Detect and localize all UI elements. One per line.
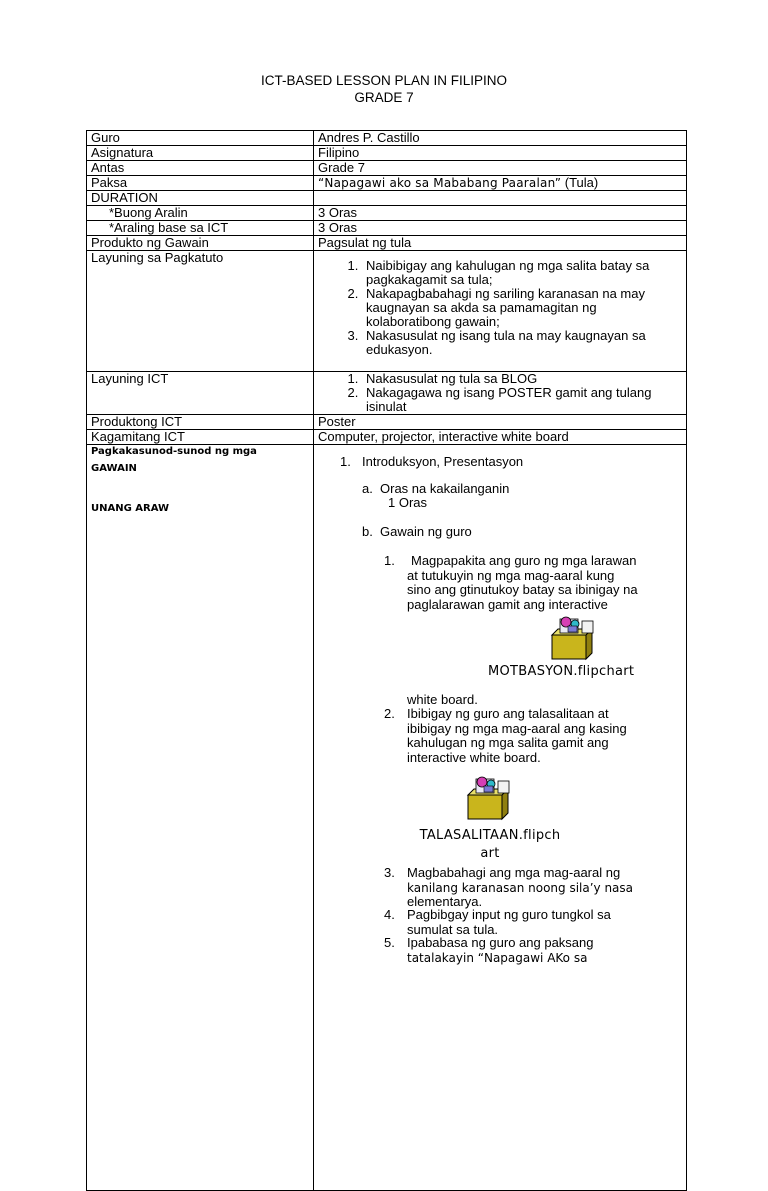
row-duration [87,191,687,206]
text-line: art [480,846,500,861]
row-guro [87,131,687,146]
label-produkto: Produkto ng Gawain [87,236,314,251]
item-5-text [407,936,687,965]
title-line: ICT-BASED LESSON PLAN IN FILIPINO [260,73,508,88]
text-line: Ipababasa ng guro ang paksang [407,935,594,950]
label-layunin-ict: Layuning ICT [87,372,314,415]
value-produkto: Pagsulat ng tula [314,236,687,251]
text-line: Ibibigay ng guro ang talasalitaan at [407,706,609,721]
list-item: 2. Nakapagbabahagi ng sariling karanasan na may kaugnayan sa akda sa pamamagitan ng kolaboratibong gawain; [362,287,682,329]
label-asignatura: Asignatura [87,146,314,161]
text-line: interactive white board. [407,749,541,765]
row-produktong-ict [87,415,687,430]
label-buong-aralin: *Buong Aralin [87,206,314,221]
sub-b-text: Gawain ng guro [380,524,472,539]
value-asignatura: Filipino [314,146,687,161]
row-buong-aralin [87,206,687,221]
row-asignatura [87,146,687,161]
unang-araw-label: UNANG ARAW [91,503,170,514]
item-number: 2. [384,706,395,721]
value-buong-aralin: 3 Oras [314,206,687,221]
grade-line: GRADE 7 [354,90,414,105]
item-2-text [407,707,687,765]
list-item: 3. Nakasusulat ng isang tula na may kaugnayan sa edukasyon. [362,329,682,357]
label-guro: Guro [87,131,314,146]
label-gawain [87,445,314,1191]
row-layunin-pagkatuto [87,251,687,372]
text-line: at tutukuyin ng mga mag-aaral kung [407,567,615,583]
text-line: kahulugan ng mga salita gamit ang [407,735,609,750]
file-label-motbasyon[interactable]: MOTBASYON.flipchart [488,664,635,679]
paksa-suffix: (Tula) [561,175,599,190]
value-duration [314,191,687,206]
layunin-pagkatuto-list [318,259,682,357]
value-araling-ict: 3 Oras [314,221,687,236]
value-paksa [314,176,687,191]
item-number: 5. [384,935,395,950]
text-line: paglalarawan gamit ang interactive [407,596,608,612]
lesson-plan-table [86,130,687,1191]
item-4-text [407,908,687,937]
flipchart-file-icon[interactable] [546,615,598,661]
label-kagamitang-ict: Kagamitang ICT [87,430,314,445]
value-layunin-pagkatuto [314,251,687,372]
label-antas: Antas [87,161,314,176]
item-1-text [407,554,687,612]
text-line: sumulat sa tula. [407,921,499,937]
row-araling-ict [87,221,687,236]
label-araling-ict: *Araling base sa ICT [87,221,314,236]
step-number: 1. [340,454,351,469]
list-item: 2. Nakagagawa ng isang POSTER gamit ang tulang isinulat [362,386,682,414]
value-antas: Grade 7 [314,161,687,176]
value-layunin-ict [314,372,687,415]
text-line: Pagbibgay input ng guro tungkol sa [407,907,611,922]
text-line: Magbabahagi ang mga mag-aaral ng [407,865,621,880]
text-line: ibibigay ng mga mag-aaral ang kasing [407,720,627,736]
row-antas [87,161,687,176]
label-paksa: Paksa [87,176,314,191]
item-number: 4. [384,907,395,922]
list-item: 1. Naibibigay ang kahulugan ng mga salita batay sa pagkakagamit sa tula; [362,259,682,287]
value-gawain [314,445,687,1191]
layunin-ict-list [318,372,682,414]
sub-a-text: Oras na kakailanganin [380,481,510,496]
row-paksa [87,176,687,191]
sub-a-letter: a. [362,481,373,496]
file-label-talasalitaan[interactable] [410,827,570,863]
value-guro: Andres P. Castillo [314,131,687,146]
row-produkto [87,236,687,251]
value-produktong-ict: Poster [314,415,687,430]
text-line: sino ang gtinutukoy batay sa ibinigay na [407,582,638,597]
item-number: 1. [384,553,395,568]
list-item: 1. Nakasusulat ng tula sa BLOG [362,372,682,386]
label-produktong-ict: Produktong ICT [87,415,314,430]
row-kagamitang-ict [87,430,687,445]
flipchart-file-icon[interactable] [462,775,514,821]
item-1-tail: white board. [407,692,478,707]
text-line: Magpapakita ang guro ng mga larawan [411,553,637,568]
sub-a-value: 1 Oras [388,495,428,510]
item-number: 3. [384,865,395,880]
text-line: tatalakayin “Napagawi AKo sa [407,950,588,965]
gawain-label-line1: Pagkakasunod-sunod ng mga [91,446,257,457]
value-kagamitang-ict: Computer, projector, interactive white board [314,430,687,445]
label-duration: DURATION [87,191,314,206]
text-line: elementarya. [407,894,483,909]
text-line: kanilang karanasan noong sila’y nasa [407,880,634,895]
row-gawain [87,445,687,1191]
sub-b-letter: b. [362,524,373,539]
text-line: TALASALITAAN.flipch [419,828,561,843]
item-3-text [407,866,687,910]
document-title [0,72,768,106]
step-1-text: Introduksyon, Presentasyon [362,454,524,469]
paksa-title: “Napagawi ako sa Mababang Paaralan” [318,176,562,190]
row-layunin-ict [87,372,687,415]
label-layunin-pagkatuto: Layuning sa Pagkatuto [87,251,314,372]
gawain-label-line2: GAWAIN [91,463,137,474]
